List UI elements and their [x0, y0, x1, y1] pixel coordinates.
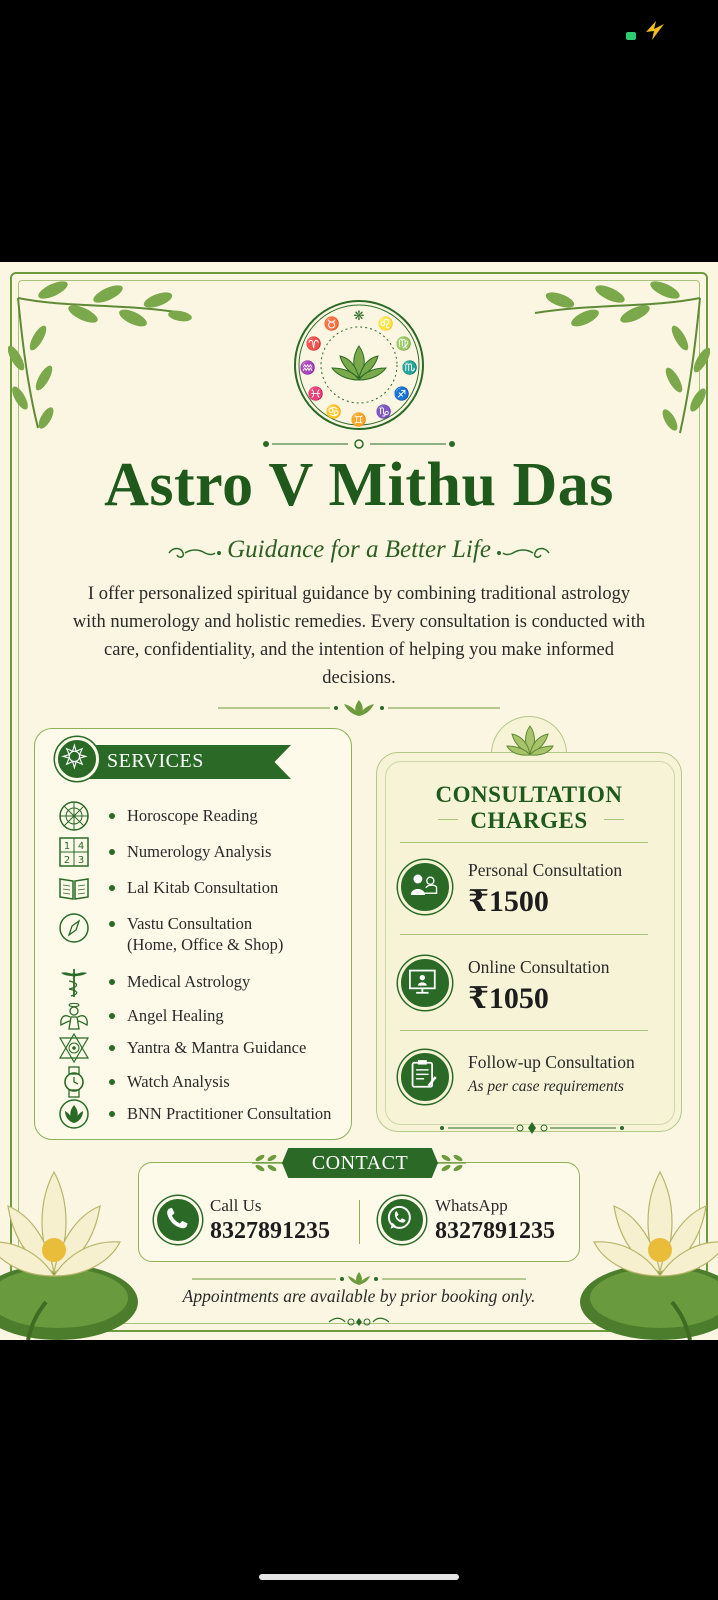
contact-divider	[359, 1200, 360, 1244]
caduceus-icon	[57, 965, 91, 999]
service-sublabel: (Home, Office & Shop)	[127, 935, 284, 954]
bullet	[109, 1013, 115, 1019]
call-button[interactable]	[154, 1196, 202, 1244]
bullet	[109, 1111, 115, 1117]
svg-text:2: 2	[63, 855, 71, 866]
charges-title: CONSULTATION	[435, 782, 623, 807]
charge-price: ₹1500	[468, 885, 549, 918]
svg-text:♓: ♓	[307, 387, 325, 402]
service-label: BNN Practitioner Consultation	[127, 1104, 332, 1123]
compass-icon	[57, 911, 91, 945]
svg-text:♌: ♌	[377, 317, 395, 332]
clipboard-icon	[401, 1053, 449, 1101]
divider	[604, 819, 624, 820]
lotus-icon	[506, 724, 554, 758]
phone-icon	[157, 1199, 199, 1241]
bullet	[109, 921, 115, 927]
clipboard-icon-badge	[398, 1050, 452, 1104]
people-icon-badge	[398, 860, 452, 914]
number-grid-icon	[57, 835, 91, 869]
svg-text:1: 1	[63, 841, 71, 852]
bullet	[109, 885, 115, 891]
divider	[400, 842, 648, 843]
charge-name: Personal Consultation	[468, 860, 623, 880]
svg-text:♏: ♏	[401, 361, 419, 376]
ornament-divider	[262, 438, 456, 450]
lotus-star-icon	[58, 740, 96, 778]
service-label: Lal Kitab Consultation	[127, 878, 279, 897]
service-label: Horoscope Reading	[127, 806, 258, 825]
services-title: SERVICES	[107, 750, 204, 772]
footer-note: Appointments are available by prior booking only.	[182, 1286, 536, 1306]
leaf-branch-icon	[520, 268, 710, 438]
monitor-icon-badge	[398, 956, 452, 1010]
flourish-icon	[327, 1316, 391, 1328]
svg-text:♋: ♋	[325, 405, 343, 420]
svg-text:♉: ♉	[323, 317, 341, 332]
bullet	[109, 979, 115, 985]
leaf-emblem-icon	[57, 1097, 91, 1131]
page-title: Astro V Mithu Das	[104, 451, 614, 519]
services-panel	[34, 728, 352, 1140]
svg-text:❋: ❋	[353, 309, 365, 324]
service-label: Numerology Analysis	[127, 842, 272, 861]
lotus-flower-icon	[0, 1152, 158, 1340]
lotus-flower-icon	[560, 1152, 718, 1340]
call-label: Call Us	[210, 1196, 262, 1215]
svg-text:♊: ♊	[350, 413, 368, 428]
status-bar	[0, 0, 718, 60]
lotus-divider	[192, 1270, 526, 1286]
service-label: Vastu Consultation	[127, 914, 253, 933]
service-label: Watch Analysis	[127, 1072, 230, 1091]
angel-wings-icon	[57, 999, 91, 1033]
charges-subtitle: CHARGES	[470, 808, 588, 833]
svg-text:♈: ♈	[305, 337, 323, 352]
svg-text:3: 3	[77, 855, 85, 866]
whatsapp-button[interactable]	[378, 1196, 426, 1244]
svg-text:♐: ♐	[393, 387, 411, 402]
charge-name: Follow-up Consultation	[468, 1052, 635, 1072]
service-label: Yantra & Mantra Guidance	[127, 1038, 307, 1057]
bullet	[109, 1079, 115, 1085]
bullet	[109, 1045, 115, 1051]
tagline: Guidance for a Better Life	[227, 536, 491, 563]
svg-text:4: 4	[77, 841, 85, 852]
charge-price: ₹1050	[468, 982, 549, 1015]
zodiac-wheel-emblem	[292, 298, 426, 432]
ornament-divider	[438, 1120, 626, 1136]
svg-text:♑: ♑	[375, 405, 393, 420]
service-label: Angel Healing	[127, 1006, 224, 1025]
service-label: Medical Astrology	[127, 972, 251, 991]
leaf-branch-icon	[8, 268, 198, 438]
divider	[400, 934, 648, 935]
charge-note: As per case requirements	[468, 1078, 624, 1095]
tagline-row	[0, 536, 718, 564]
open-book-icon	[57, 871, 91, 905]
divider	[438, 819, 458, 820]
watch-icon	[57, 1065, 91, 1099]
lotus-divider	[218, 696, 500, 718]
leaf-sprig-icon	[250, 1152, 286, 1174]
divider	[400, 1030, 648, 1031]
home-indicator[interactable]	[259, 1574, 459, 1580]
charge-name: Online Consultation	[468, 957, 610, 977]
battery-indicator	[626, 32, 636, 40]
flourish-icon	[165, 545, 223, 561]
bullet	[109, 813, 115, 819]
whatsapp-icon	[381, 1199, 423, 1241]
svg-text:♒: ♒	[299, 361, 317, 376]
intro-paragraph: I offer personalized spiritual guidance by combining traditional astrology with numerology and holistic remedies. Every consultation is conducted with care, confidentiality, and the intention of helping you make informed decisions.	[72, 584, 646, 688]
whatsapp-label: WhatsApp	[435, 1196, 508, 1215]
call-number[interactable]: 8327891235	[210, 1218, 330, 1244]
bullet	[109, 849, 115, 855]
monitor-icon	[401, 959, 449, 1007]
flourish-icon	[495, 545, 553, 561]
people-icon	[401, 863, 449, 911]
poster	[0, 262, 718, 1340]
svg-text:♍: ♍	[395, 337, 413, 352]
contact-title: CONTACT	[311, 1152, 409, 1174]
services-badge	[55, 737, 99, 781]
zodiac-wheel-icon	[57, 799, 91, 833]
charging-bolt-icon	[640, 18, 668, 42]
yantra-icon	[57, 1031, 91, 1065]
whatsapp-number[interactable]: 8327891235	[435, 1218, 555, 1244]
